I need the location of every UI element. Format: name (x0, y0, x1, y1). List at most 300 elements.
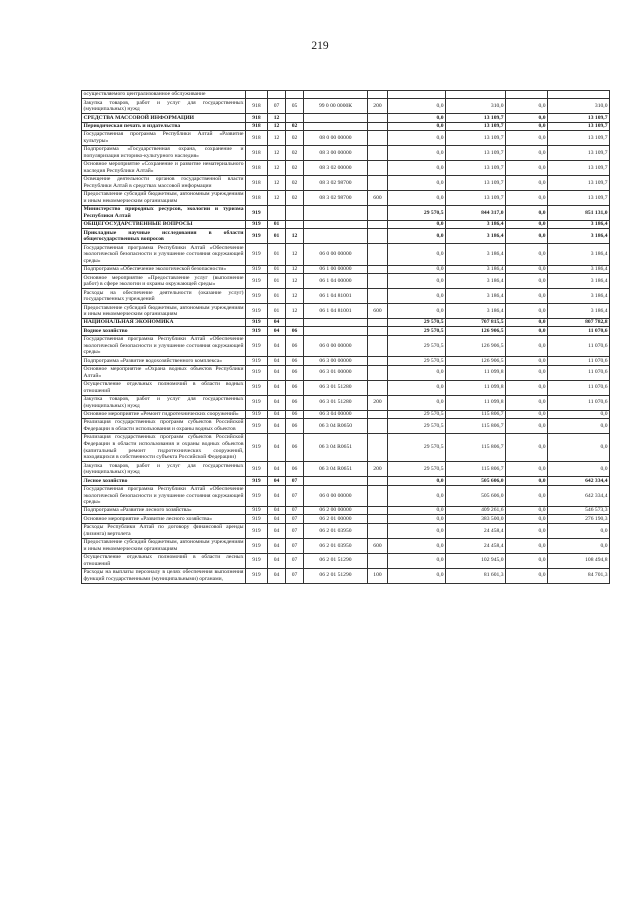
cell-section: 04 (268, 319, 286, 327)
cell-subsection: 07 (286, 553, 304, 568)
cell-amount-1: 0,0 (388, 523, 446, 538)
cell-admin-code: 919 (246, 327, 268, 335)
cell-admin-code: 919 (246, 462, 268, 477)
cell-admin-code: 919 (246, 229, 268, 244)
cell-amount-3: 0,0 (506, 515, 548, 523)
cell-amount-1: 29 570,5 (388, 419, 446, 434)
cell-section: 01 (268, 229, 286, 244)
cell-admin-code: 918 (246, 131, 268, 146)
cell-admin-code: 919 (246, 410, 268, 418)
cell-section: 01 (268, 220, 286, 228)
cell-admin-code: 919 (246, 289, 268, 304)
cell-amount-2: 115 806,7 (446, 410, 506, 418)
cell-target-article: 06 2 01 51290 (304, 568, 368, 583)
cell-expense-type (368, 274, 388, 289)
cell-amount-2: 13 109,7 (446, 122, 506, 130)
cell-name: Государственная программа Республики Алтай «Развитие культуры» (83, 131, 244, 145)
cell-target-article (304, 319, 368, 327)
cell-section: 04 (268, 507, 286, 515)
cell-section: 04 (268, 477, 286, 485)
cell-name: Периодическая печать и издательства (82, 122, 246, 130)
cell-amount-3: 0,0 (506, 553, 548, 568)
cell-amount-3: 0,0 (506, 176, 548, 191)
cell-admin-code: 919 (246, 265, 268, 273)
cell-target-article: 06 3 04 00000 (304, 410, 368, 418)
cell-amount-2: 115 806,7 (446, 434, 506, 462)
cell-expense-type (368, 122, 388, 130)
cell-amount-1: 29 570,5 (388, 205, 446, 220)
cell-amount-3: 0,0 (506, 419, 548, 434)
cell-target-article: 06 0 00 00000 (304, 335, 368, 357)
cell-amount-1: 0,0 (388, 176, 446, 191)
table-row (82, 477, 610, 485)
cell-target-article: 06 3 04 R0651 (304, 434, 368, 462)
cell-amount-4: 0,0 (548, 419, 610, 434)
cell-amount-4: 546 573,3 (548, 507, 610, 515)
cell-amount-4: 11 070,6 (548, 357, 610, 365)
cell-name: Осуществление отдельных полномочий в области водных отношений (83, 381, 244, 394)
cell-section: 12 (268, 161, 286, 176)
cell-target-article: 06 2 01 03950 (304, 523, 368, 538)
cell-amount-3: 0,0 (506, 304, 548, 319)
cell-amount-2: 3 186,4 (446, 220, 506, 228)
cell-amount-1: 0,0 (388, 568, 446, 583)
cell-name: Реализация государственных программ субъектов Российской Федерации в области использования и охраны водных объектов (капитальный ремонт гидротехнических сооружений, находящихся в собственности субъекта Российской Федерации) (83, 434, 244, 461)
cell-amount-3: 0,0 (506, 265, 548, 273)
cell-expense-type (368, 357, 388, 365)
cell-admin-code: 918 (246, 190, 268, 205)
cell-amount-3: 0,0 (506, 335, 548, 357)
cell-subsection: 06 (286, 335, 304, 357)
cell-section: 04 (268, 568, 286, 583)
cell-amount-4: 13 109,7 (548, 131, 610, 146)
cell-name: Расходы Республики Алтай по договору финансовой аренды (лизинга) вертолета (83, 524, 244, 537)
cell-name: Министерство природных ресурсов, экологии и туризма Республики Алтай (83, 206, 244, 219)
cell-amount-2: 126 906,5 (446, 335, 506, 357)
table-row (82, 462, 610, 477)
cell-amount-1: 0,0 (388, 190, 446, 205)
cell-name: СРЕДСТВА МАССОВОЙ ИНФОРМАЦИИ (82, 114, 246, 122)
cell-target-article (304, 327, 368, 335)
cell-amount-4: 0,0 (548, 462, 610, 477)
cell-target-article: 08 3 02 00000 (304, 161, 368, 176)
budget-table (81, 90, 610, 584)
cell-admin-code: 919 (246, 304, 268, 319)
cell-name: Предоставление субсидий бюджетным, автономным учреждениям и иным некоммерческим организациям (83, 304, 244, 318)
cell-amount-2: 24 458,4 (446, 523, 506, 538)
cell-expense-type (368, 244, 388, 266)
cell-section: 04 (268, 335, 286, 357)
table-row (82, 507, 610, 515)
cell-name: Реализация государственных программ субъектов Российской Федерации в области использования и охраны водных объектов (83, 419, 244, 433)
cell-expense-type: 600 (368, 304, 388, 319)
cell-admin-code: 919 (246, 220, 268, 228)
table-row (82, 244, 610, 266)
cell-amount-1: 0,0 (388, 304, 446, 319)
cell-expense-type (368, 319, 388, 327)
cell-amount-3: 0,0 (506, 289, 548, 304)
cell-expense-type (368, 176, 388, 191)
cell-subsection: 06 (286, 357, 304, 365)
cell-name: Подпрограмма «Обеспечение экологической безопасности» (82, 265, 246, 273)
cell-target-article: 99 0 00 0000К (304, 99, 368, 114)
cell-section: 12 (268, 131, 286, 146)
cell-amount-3: 0,0 (506, 523, 548, 538)
cell-name: НАЦИОНАЛЬНАЯ ЭКОНОМИКА (82, 319, 246, 327)
cell-amount-3: 0,0 (506, 357, 548, 365)
table-row (82, 335, 610, 357)
cell-target-article: 08 3 00 00000 (304, 146, 368, 161)
cell-subsection (286, 319, 304, 327)
cell-subsection: 06 (286, 327, 304, 335)
cell-target-article (304, 220, 368, 228)
cell-admin-code: 918 (246, 146, 268, 161)
cell-expense-type (368, 380, 388, 395)
cell-amount-1: 29 570,5 (388, 410, 446, 418)
table-row (82, 380, 610, 395)
cell-admin-code: 919 (246, 365, 268, 380)
cell-amount-1: 29 570,5 (388, 357, 446, 365)
cell-target-article (304, 91, 368, 99)
cell-expense-type (368, 515, 388, 523)
cell-amount-3: 0,0 (506, 395, 548, 410)
cell-amount-1 (388, 91, 446, 99)
cell-section: 12 (268, 146, 286, 161)
cell-amount-2: 13 109,7 (446, 161, 506, 176)
cell-amount-1: 0,0 (388, 380, 446, 395)
cell-section (268, 91, 286, 99)
cell-section: 04 (268, 419, 286, 434)
cell-section: 01 (268, 274, 286, 289)
cell-subsection: 06 (286, 395, 304, 410)
cell-admin-code: 919 (246, 205, 268, 220)
cell-amount-1: 29 570,5 (388, 335, 446, 357)
cell-amount-3: 0,0 (506, 244, 548, 266)
cell-expense-type: 200 (368, 462, 388, 477)
cell-amount-4: 11 070,6 (548, 380, 610, 395)
cell-expense-type (368, 91, 388, 99)
table-row (82, 523, 610, 538)
cell-amount-4 (548, 91, 610, 99)
cell-subsection (286, 114, 304, 122)
cell-name: Закупка товаров, работ и услуг для государственных (муниципальных) нужд (83, 462, 244, 476)
cell-amount-3: 0,0 (506, 122, 548, 130)
cell-amount-2: 409 261,6 (446, 507, 506, 515)
cell-expense-type (368, 327, 388, 335)
table-row (82, 395, 610, 410)
table-row (82, 553, 610, 568)
table-row (82, 434, 610, 462)
cell-subsection: 02 (286, 190, 304, 205)
cell-subsection: 02 (286, 146, 304, 161)
cell-section: 12 (268, 176, 286, 191)
cell-amount-4: 3 186,4 (548, 265, 610, 273)
cell-name: Основное мероприятие «Сохранение и развитие нематериального наследия Республики Алтай» (83, 161, 244, 175)
cell-subsection: 06 (286, 410, 304, 418)
cell-amount-3: 0,0 (506, 507, 548, 515)
cell-amount-3: 0,0 (506, 274, 548, 289)
table-row (82, 327, 610, 335)
table-row (82, 114, 610, 122)
cell-name: Предоставление субсидий бюджетным, автономным учреждениям и иным некоммерческим организациям (83, 191, 244, 204)
cell-subsection: 06 (286, 380, 304, 395)
cell-amount-2: 13 109,7 (446, 176, 506, 191)
cell-name: Основное мероприятие «Ремонт гидротехнических сооружений» (82, 410, 246, 418)
cell-amount-1: 29 570,5 (388, 319, 446, 327)
cell-amount-1: 0,0 (388, 538, 446, 553)
table-row (82, 274, 610, 289)
cell-amount-2: 115 806,7 (446, 419, 506, 434)
cell-expense-type (368, 419, 388, 434)
cell-amount-1: 0,0 (388, 114, 446, 122)
cell-admin-code: 919 (246, 485, 268, 507)
cell-amount-1: 0,0 (388, 131, 446, 146)
cell-amount-1: 0,0 (388, 274, 446, 289)
cell-amount-4: 13 109,7 (548, 122, 610, 130)
cell-target-article (304, 229, 368, 244)
cell-amount-3: 0,0 (506, 568, 548, 583)
cell-admin-code: 919 (246, 477, 268, 485)
cell-subsection: 12 (286, 274, 304, 289)
cell-amount-4: 851 131,0 (548, 205, 610, 220)
cell-amount-4: 642 334,4 (548, 477, 610, 485)
cell-subsection: 07 (286, 507, 304, 515)
cell-amount-1: 0,0 (388, 507, 446, 515)
cell-section: 04 (268, 434, 286, 462)
cell-admin-code: 919 (246, 523, 268, 538)
cell-amount-1: 0,0 (388, 395, 446, 410)
cell-amount-3: 0,0 (506, 538, 548, 553)
cell-subsection: 06 (286, 462, 304, 477)
cell-section: 01 (268, 265, 286, 273)
cell-name: Государственная программа Республики Алтай «Обеспечение экологической безопасности и улучшение состояния окружающей среды» (83, 336, 244, 356)
cell-subsection: 07 (286, 515, 304, 523)
cell-amount-2: 81 601,3 (446, 568, 506, 583)
cell-subsection: 12 (286, 289, 304, 304)
cell-target-article (304, 122, 368, 130)
cell-name: Предоставление субсидий бюджетным, автономным учреждениям и иным некоммерческим организациям (83, 539, 244, 552)
cell-amount-1: 0,0 (388, 229, 446, 244)
cell-expense-type (368, 229, 388, 244)
cell-subsection: 02 (286, 122, 304, 130)
cell-section: 04 (268, 553, 286, 568)
cell-admin-code: 918 (246, 114, 268, 122)
cell-admin-code: 919 (246, 419, 268, 434)
cell-amount-2: 505 606,0 (446, 485, 506, 507)
cell-expense-type: 200 (368, 395, 388, 410)
cell-expense-type (368, 434, 388, 462)
cell-expense-type (368, 146, 388, 161)
cell-amount-2: 3 186,4 (446, 229, 506, 244)
cell-admin-code: 919 (246, 515, 268, 523)
cell-amount-2: 13 109,7 (446, 114, 506, 122)
cell-name: Расходы на обеспечение деятельности (оказание услуг) государственных учреждений (83, 289, 244, 303)
table-row (82, 146, 610, 161)
cell-amount-3: 0,0 (506, 190, 548, 205)
cell-name: Государственная программа Республики Алтай «Обеспечение экологической безопасности и улучшение состояния окружающей среды» (83, 485, 244, 506)
cell-subsection: 06 (286, 365, 304, 380)
cell-subsection: 07 (286, 568, 304, 583)
cell-section: 04 (268, 462, 286, 477)
cell-amount-3: 0,0 (506, 319, 548, 327)
cell-name: Закупка товаров, работ и услуг для государственных (муниципальных) нужд (83, 99, 244, 113)
cell-name: осуществляемого централизованное обслуживание (82, 91, 246, 99)
cell-amount-3: 0,0 (506, 380, 548, 395)
cell-expense-type: 600 (368, 538, 388, 553)
cell-target-article: 08 3 02 98700 (304, 190, 368, 205)
cell-amount-3: 0,0 (506, 462, 548, 477)
cell-expense-type (368, 410, 388, 418)
cell-name: Основное мероприятие «Предоставление услуг (выполнение работ) в сфере экологии и охраны окружающей среды» (83, 274, 244, 288)
cell-section: 12 (268, 114, 286, 122)
cell-amount-1: 0,0 (388, 485, 446, 507)
cell-amount-1: 0,0 (388, 99, 446, 114)
cell-name: Водное хозяйство (82, 327, 246, 335)
cell-amount-2: 13 109,7 (446, 146, 506, 161)
cell-target-article: 06 3 04 R0651 (304, 462, 368, 477)
cell-name: Осуществление отдельных полномочий в области лесных отношений (83, 554, 244, 567)
cell-expense-type (368, 265, 388, 273)
cell-target-article: 06 3 01 51280 (304, 380, 368, 395)
cell-amount-1: 0,0 (388, 265, 446, 273)
table-row (82, 515, 610, 523)
cell-amount-4: 3 186,4 (548, 274, 610, 289)
table-body (82, 91, 610, 584)
cell-amount-4: 11 070,6 (548, 365, 610, 380)
cell-expense-type (368, 485, 388, 507)
cell-amount-4: 108 494,8 (548, 553, 610, 568)
cell-section: 04 (268, 538, 286, 553)
cell-amount-1: 0,0 (388, 244, 446, 266)
cell-subsection: 12 (286, 229, 304, 244)
table-row (82, 319, 610, 327)
table-row (82, 220, 610, 228)
table-row (82, 357, 610, 365)
cell-section: 12 (268, 122, 286, 130)
cell-name: Прикладные научные исследования в области общегосударственных вопросов (83, 229, 244, 243)
cell-admin-code: 919 (246, 357, 268, 365)
cell-amount-1: 0,0 (388, 553, 446, 568)
cell-name: Освещение деятельности органов государственной власти Республики Алтай в средствах массовой информации (83, 176, 244, 189)
cell-target-article: 06 1 04 81001 (304, 289, 368, 304)
cell-section: 04 (268, 380, 286, 395)
cell-name: ОБЩЕГОСУДАРСТВЕННЫЕ ВОПРОСЫ (82, 220, 246, 228)
cell-amount-2: 844 317,0 (446, 205, 506, 220)
cell-subsection: 07 (286, 477, 304, 485)
cell-subsection: 02 (286, 131, 304, 146)
cell-target-article: 06 3 00 00000 (304, 357, 368, 365)
cell-name: Подпрограмма «Государственная охрана, сохранение и популяризация историко-культурного наследия» (83, 146, 244, 160)
cell-target-article: 06 2 01 51290 (304, 553, 368, 568)
cell-admin-code: 919 (246, 395, 268, 410)
cell-target-article: 06 2 01 00000 (304, 515, 368, 523)
cell-subsection: 02 (286, 161, 304, 176)
cell-amount-2: 115 806,7 (446, 462, 506, 477)
cell-section: 01 (268, 289, 286, 304)
table-row (82, 365, 610, 380)
cell-amount-4: 11 070,6 (548, 327, 610, 335)
cell-amount-1: 29 570,5 (388, 327, 446, 335)
cell-subsection (286, 91, 304, 99)
cell-subsection: 07 (286, 485, 304, 507)
cell-amount-2: 3 186,4 (446, 304, 506, 319)
cell-expense-type (368, 553, 388, 568)
cell-subsection: 06 (286, 419, 304, 434)
cell-admin-code: 919 (246, 335, 268, 357)
cell-amount-1: 29 570,5 (388, 434, 446, 462)
cell-section: 01 (268, 244, 286, 266)
cell-section: 12 (268, 190, 286, 205)
cell-section: 04 (268, 515, 286, 523)
cell-subsection: 12 (286, 304, 304, 319)
page-number: 219 (311, 40, 329, 52)
cell-amount-1: 0,0 (388, 220, 446, 228)
cell-admin-code: 919 (246, 244, 268, 266)
cell-amount-4: 3 186,4 (548, 220, 610, 228)
cell-amount-3: 0,0 (506, 477, 548, 485)
cell-subsection (286, 205, 304, 220)
cell-amount-2: 13 109,7 (446, 131, 506, 146)
cell-amount-3: 0,0 (506, 131, 548, 146)
cell-section: 04 (268, 485, 286, 507)
cell-section: 07 (268, 99, 286, 114)
cell-amount-1: 0,0 (388, 122, 446, 130)
cell-target-article: 06 1 04 00000 (304, 274, 368, 289)
cell-target-article: 06 0 00 00000 (304, 485, 368, 507)
cell-subsection: 05 (286, 99, 304, 114)
cell-admin-code: 919 (246, 553, 268, 568)
cell-target-article: 06 2 00 00000 (304, 507, 368, 515)
cell-amount-2: 383 500,0 (446, 515, 506, 523)
cell-amount-2: 11 099,8 (446, 380, 506, 395)
cell-amount-1: 0,0 (388, 515, 446, 523)
cell-amount-2 (446, 91, 506, 99)
cell-amount-2: 126 906,5 (446, 327, 506, 335)
table-row (82, 91, 610, 99)
cell-subsection: 12 (286, 265, 304, 273)
cell-amount-3: 0,0 (506, 161, 548, 176)
cell-amount-4: 0,0 (548, 434, 610, 462)
cell-name: Основное мероприятие «Охрана водных объектов Республики Алтай» (83, 366, 244, 379)
cell-target-article: 08 0 00 00000 (304, 131, 368, 146)
cell-amount-4: 13 109,7 (548, 176, 610, 191)
cell-target-article: 06 1 00 00000 (304, 265, 368, 273)
cell-target-article (304, 477, 368, 485)
table-row (82, 289, 610, 304)
cell-section: 04 (268, 395, 286, 410)
table-row (82, 122, 610, 130)
cell-amount-1: 29 570,5 (388, 462, 446, 477)
cell-admin-code: 919 (246, 380, 268, 395)
table-row (82, 176, 610, 191)
cell-section: 04 (268, 523, 286, 538)
cell-expense-type (368, 289, 388, 304)
cell-subsection (286, 220, 304, 228)
cell-expense-type (368, 205, 388, 220)
cell-section: 04 (268, 365, 286, 380)
cell-amount-4: 0,0 (548, 538, 610, 553)
cell-amount-2: 310,0 (446, 99, 506, 114)
cell-amount-4: 13 109,7 (548, 114, 610, 122)
cell-name: Подпрограмма «Развитие лесного хозяйства» (82, 507, 246, 515)
table-row (82, 99, 610, 114)
cell-section: 04 (268, 357, 286, 365)
cell-subsection: 06 (286, 434, 304, 462)
cell-amount-4: 3 186,4 (548, 304, 610, 319)
table-row (82, 538, 610, 553)
cell-name: Подпрограмма «Развитие водохозяйственного комплекса» (82, 357, 246, 365)
cell-amount-4: 3 186,4 (548, 244, 610, 266)
